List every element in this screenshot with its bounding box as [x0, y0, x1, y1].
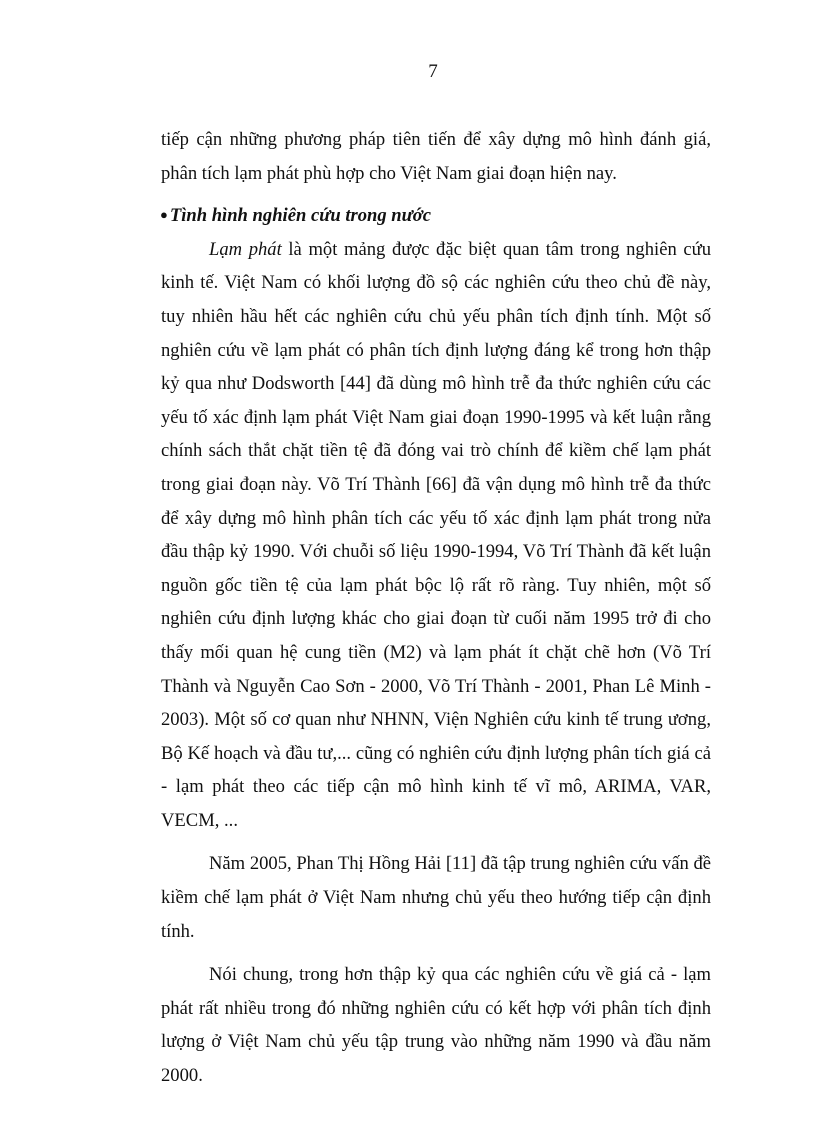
- term-inflation: Lạm phát: [209, 238, 282, 260]
- document-body: [161, 123, 711, 1093]
- section-heading: [160, 198, 711, 233]
- page-number: 7: [428, 61, 438, 82]
- paragraph-summary: Nói chung, trong hơn thập kỷ qua các nghiên cứu về giá cả - lạm phát rất nhiều trong đó những nghiên cứu có kết hợp với phân tích định lượng ở Việt Nam chủ yếu tập trung vào những năm 1990 và đầu năm 2000.: [161, 964, 711, 1087]
- section-heading-text: Tình hình nghiên cứu trong nước: [169, 205, 432, 227]
- paragraph-phan-thi-hong-hai: Năm 2005, Phan Thị Hồng Hải [11] đã tập trung nghiên cứu vấn đề kiềm chế lạm phát ở Việt Nam nhưng chủ yếu theo hướng tiếp cận định tính.: [161, 853, 711, 942]
- paragraph-domestic-research: [161, 233, 711, 838]
- intro-paragraph: tiếp cận những phương pháp tiên tiến để xây dựng mô hình đánh giá, phân tích lạm phát phù hợp cho Việt Nam giai đoạn hiện nay.: [161, 129, 711, 184]
- paragraph-body: là một mảng được đặc biệt quan tâm trong nghiên cứu kinh tế. Việt Nam có khối lượng đồ sộ các nghiên cứu theo chủ đề này, tuy nhiên hầu hết các nghiên cứu chủ yếu phân tích định tính. Một số nghiên cứu về lạm phát có phân tích định lượng đáng kể trong hơn thập kỷ qua như Dodsworth [44] đã dùng mô hình trễ đa thức nghiên cứu các yếu tố xác định lạm phát Việt Nam giai đoạn 1990-1995 và kết luận rằng chính sách thắt chặt tiền tệ đã đóng vai trò chính để kiềm chế lạm phát trong giai đoạn này. Võ Trí Thành [66] đã vận dụng mô hình trễ đa thức để xây dựng mô hình phân tích các yếu tố xác định lạm phát trong nửa đầu thập kỷ 1990. Với chuỗi số liệu 1990-1994, Võ Trí Thành đã kết luận nguồn gốc tiền tệ của lạm phát bộc lộ rất rõ ràng. Tuy nhiên, một số nghiên cứu định lượng khác cho giai đoạn từ cuối năm 1995 trở đi cho thấy mối quan hệ cung tiền (M2) và lạm phát ít chặt chẽ hơn (Võ Trí Thành và Nguyễn Cao Sơn - 2000, Võ Trí Thành - 2001, Phan Lê Minh - 2003). Một số cơ quan như NHNN, Viện Nghiên cứu kinh tế trung ương, Bộ Kế hoạch và đầu tư,... cũng có nghiên cứu định lượng phân tích giá cả - lạm phát theo các tiếp cận mô hình kinh tế vĩ mô, ARIMA, VAR, VECM, ...: [161, 238, 712, 831]
- bullet-icon: ●: [160, 207, 168, 223]
